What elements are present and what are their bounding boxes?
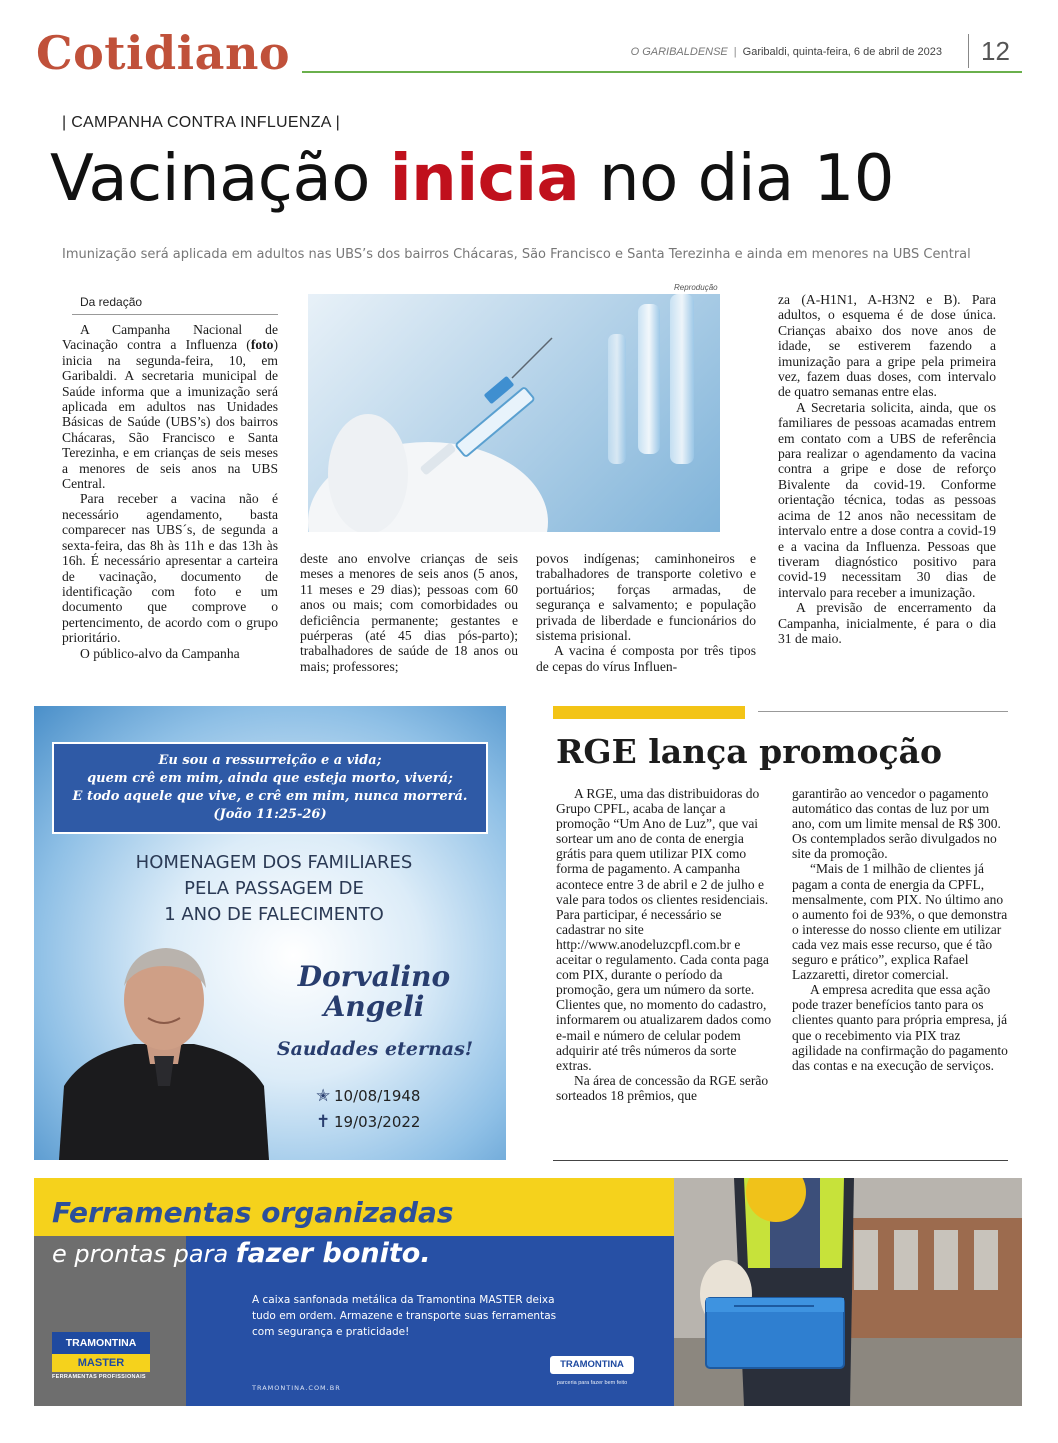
article-headline [50, 142, 894, 216]
newspaper-name: O GARIBALDENSE [630, 46, 728, 58]
section-title: Cotidiano [36, 26, 291, 80]
ad-headline-2a: e prontas [52, 1240, 174, 1268]
paragraph: A previsão de encerramento da Campanha, inicialmente, é para o dia 31 de maio. [778, 600, 996, 646]
verse-line: quem crê em mim, ainda que esteja morto, viverá; [87, 771, 453, 786]
homenagem-line: PELA PASSAGEM DE [184, 878, 364, 899]
death-date-row [316, 1112, 420, 1132]
article-column-3 [536, 551, 756, 674]
ad-url[interactable]: TRAMONTINA.COM.BR [252, 1384, 341, 1392]
dateline: Garibaldi, quinta-feira, 6 de abril de 2023 [742, 46, 942, 58]
text-run: A Campanha Nacional de Vacinação contra a Influenza ( [62, 322, 278, 353]
paragraph: O público-alvo da Campanha [80, 645, 240, 661]
article-column-2 [300, 551, 518, 674]
ad-headline-2 [52, 1238, 431, 1269]
paragraph: A vacina é composta por três tipos de cepas do vírus Influen- [536, 643, 756, 674]
verse-reference: (João 11:25-26) [213, 807, 327, 822]
vaccine-photo [308, 294, 720, 532]
paragraph: Para receber a vacina não é necessário agendamento, basta comparecer nas UBS´s, de segunda a sexta-feira, das 8h às 11h e das 13h às 16h. É necessário apresentar a carteira de vacinação, documento de identificação com foto e um documento que comprove o pertencimento, de acordo com o grupo prioritário. [62, 491, 278, 646]
ad-headline-2c: fazer bonito. [235, 1238, 431, 1269]
birth-date: 10/08/1948 [334, 1087, 421, 1105]
saudades-text: Saudades eternas! [276, 1038, 474, 1060]
homenagem-line: 1 ANO DE FALECIMENTO [164, 904, 384, 925]
paragraph [62, 322, 278, 491]
header-separator: | [733, 46, 737, 58]
photo-credit: Reprodução [674, 283, 718, 292]
header-meta [631, 46, 942, 58]
paragraph: “Mais de 1 milhão de clientes já pagam a conta de energia da CPFL, mensalmente, com PIX. No último ano o aumento foi de 93%, o que demonstra o interesse do nosso cliente em utilizar cada vez mais esse recurso, que é tão seguro e prático”, explica Rafael Lazzaretti, diretor comercial. [792, 861, 1008, 983]
verse-line: Eu sou a ressurreição e a vida; [158, 753, 382, 768]
deceased-portrait [54, 936, 274, 1160]
article-column-4 [778, 292, 996, 646]
byline: Da redação [80, 295, 143, 309]
rge-column-2 [792, 786, 1008, 1073]
syringe-illustration [308, 294, 720, 532]
article-kicker: | CAMPANHA CONTRA INFLUENZA | [62, 114, 341, 131]
page-number: 12 [968, 34, 1028, 68]
paragraph: A empresa acredita que essa ação pode trazer benefícios tanto para os clientes quanto para própria empresa, já que o recebimento via PIX traz agilidade na confirmação do pagamento das contas e na execução de serviços. [792, 982, 1008, 1073]
byline-rule [72, 314, 278, 315]
bible-verse [52, 742, 488, 834]
paragraph: A Secretaria solicita, ainda, que os familiares de pessoas acamadas entrem em contato com a UBS de referência para realizar o agendamento da vacina contra a gripe e dose de reforço Bivalente da covid-19. Conforme orientação técnica, todas as pessoas acima de 12 anos não necessitam de intervalo entre a dose contra a covid-19 e a vacina da Influenza. Pessoas que tiveram diagnóstico positivo para covid-19 necessitam 30 dias de intervalo para receber a imunização. [778, 399, 996, 600]
homenagem-text [94, 850, 454, 928]
tramontina-ad[interactable] [34, 1178, 1022, 1406]
paragraph: za (A-H1N1, A-H3N2 e B). Para adultos, o esquema é de dose única. Crianças abaixo dos nove anos de idade, se estiverem fazendo a imunização para a gripe pela primeira vez, fazem duas doses, com intervalo de quatro semanas entre elas. [778, 292, 996, 400]
homenagem-line: HOMENAGEM DOS FAMILIARES [135, 852, 413, 873]
paragraph: povos indígenas; caminhoneiros e trabalhadores de transporte coletivo e portuários; forças armadas, de segurança e salvamento; e população privada de liberdade e funcionários do sistema prisional. [536, 551, 756, 644]
logo-mid: MASTER [52, 1354, 150, 1372]
headline-part1: Vacinação [50, 142, 390, 216]
deceased-name [274, 962, 474, 1022]
star-icon: ✭ [316, 1086, 331, 1106]
paragraph: Na área de concessão da RGE serão sorteados 18 prêmios, que [556, 1072, 769, 1103]
paragraph: garantirão ao vencedor o pagamento automático das contas de luz por um ano, com um limite mensal de R$ 300. Os contemplados serão divulgados no site da promoção. [792, 786, 1001, 862]
headline-highlight: inicia [389, 142, 580, 216]
ad-tagline: parceria para fazer bem feito [556, 1380, 628, 1386]
rge-rule [758, 711, 1008, 712]
paragraph: deste ano envolve crianças de seis meses a menores de seis anos (5 anos, 11 meses e 29 dias); pessoas com 60 anos ou mais; com comorbidades ou deficiência permanente; gestantes e puérperas (até 45 dias pós-parto); trabalhadores de saúde de 18 anos ou mais; professores; [300, 551, 518, 674]
rge-column-1 [556, 786, 772, 1103]
memorial-ad [34, 706, 506, 1160]
worker-photo [674, 1178, 1022, 1406]
logo-top: TRAMONTINA [52, 1332, 150, 1354]
ad-headline-2b: para [173, 1240, 236, 1268]
cross-icon: ✝ [316, 1112, 331, 1132]
bold-run: foto [250, 337, 274, 353]
ad-copy: A caixa sanfonada metálica da Tramontina MASTER deixa tudo em ordem. Armazene e transporte suas ferramentas com segurança e praticidade! [252, 1294, 557, 1338]
ad-headline-1: Ferramentas organizadas [52, 1196, 454, 1229]
article-column-1 [62, 322, 278, 661]
last-name: Angeli [323, 990, 425, 1023]
paragraph: A RGE, uma das distribuidoras do Grupo CPFL, acaba de lançar a promoção “Um Ano de Luz”, que vai sortear um ano de conta de energia grátis para quem utilizar PIX como forma de pagamento. A campanha acontece entre 3 de abril e 2 de julho e vale para todos os clientes residenciais. Para participar, é necessário se cadastrar no site http://www.anodeluzcpfl.com.br e aceitar o regulamento. Cada conta paga com PIX, durante o período da promoção, gera um número da sorte. Clientes que, no momento do cadastro, informarem ou atualizarem dados como e-mail e número de celular podem adquirir até três números da sorte extras. [556, 786, 772, 1073]
logo-sub: FERRAMENTAS PROFISSIONAIS [52, 1374, 146, 1380]
verse-line: E todo aquele que vive, e crê em mim, nunca morrerá. [72, 789, 468, 804]
header-rule [302, 71, 1022, 73]
birth-date-row [316, 1086, 420, 1106]
tramontina-badge: TRAMONTINA [550, 1356, 634, 1374]
text-run: ) inicia na segunda-feira, 10, em Garibaldi. A secretaria municipal de Saúde informa que a imunização será aplicada em adultos nas Unidades Básicas de Saúde (UBS’s) dos bairros Chácaras, São Francisco e Santa Terezinha, e em crianças de seis meses a menores de seis anos na UBS Central. [62, 337, 278, 492]
rge-title: RGE lança promoção [556, 732, 943, 771]
death-date: 19/03/2022 [334, 1113, 421, 1131]
article-subtitle: Imunização será aplicada em adultos nas UBS’s dos bairros Chácaras, São Francisco e Santa Terezinha e ainda em menores na UBS Central [62, 247, 971, 262]
rge-accent-bar [553, 706, 745, 719]
rge-bottom-rule [553, 1160, 1008, 1161]
first-name: Dorvalino [297, 960, 451, 993]
tramontina-master-logo [52, 1332, 150, 1378]
headline-part2: no dia 10 [579, 142, 894, 216]
